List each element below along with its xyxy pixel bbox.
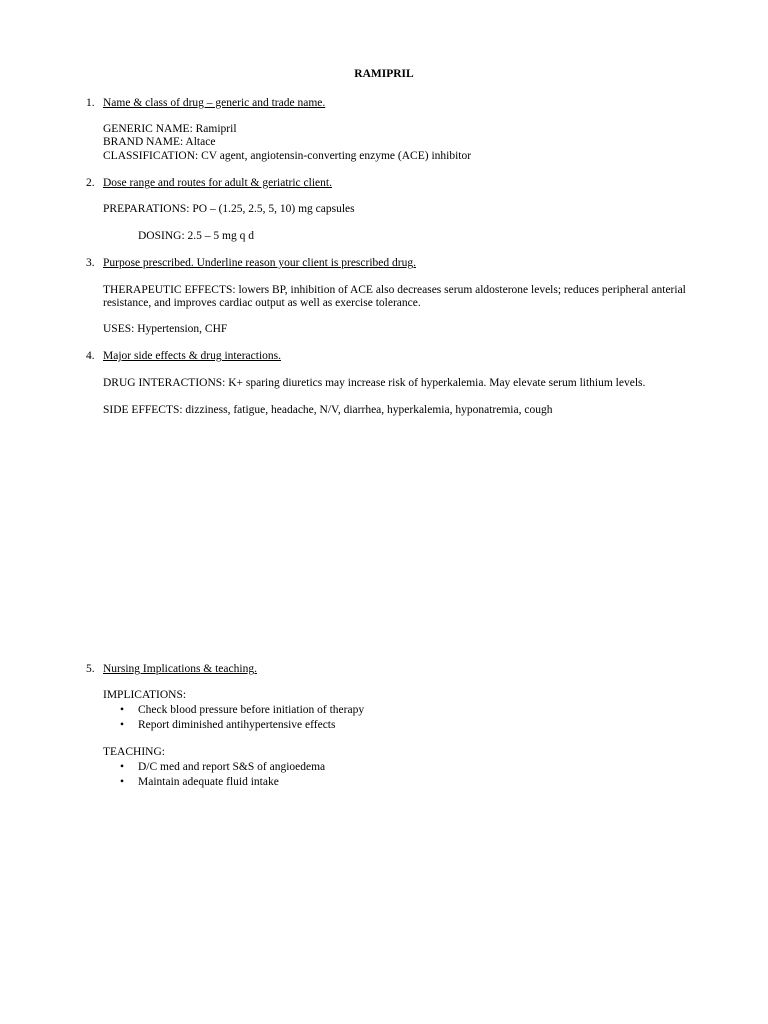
list-item: Check blood pressure before initiation of therapy — [138, 704, 365, 716]
bullet-icon: • — [120, 761, 125, 773]
section-number: 3. — [86, 257, 95, 269]
side-effects-line: SIDE EFFECTS: dizziness, fatigue, headache, N/V, diarrhea, hyperkalemia, hyponatremia, cough — [103, 404, 553, 416]
bullet-icon: • — [120, 776, 125, 788]
section-heading: Name & class of drug – generic and trade name. — [103, 97, 326, 109]
bullet-icon: • — [120, 704, 125, 716]
section-number: 4. — [86, 350, 95, 362]
list-item: D/C med and report S&S of angioedema — [138, 761, 326, 773]
section-heading: Major side effects & drug interactions. — [103, 350, 281, 362]
bullet-icon: • — [120, 719, 125, 731]
section-heading: Dose range and routes for adult & geriatric client. — [103, 177, 332, 189]
document-title: RAMIPRIL — [354, 68, 414, 80]
section-number: 1. — [86, 97, 95, 109]
dosing-line: DOSING: 2.5 – 5 mg q d — [138, 230, 254, 242]
section-number: 2. — [86, 177, 95, 189]
classification-line: CLASSIFICATION: CV agent, angiotensin-converting enzyme (ACE) inhibitor — [103, 150, 472, 162]
section-number: 5. — [86, 663, 95, 675]
drug-interactions-line: DRUG INTERACTIONS: K+ sparing diuretics may increase risk of hyperkalemia. May elevate serum lithium levels. — [103, 377, 646, 389]
list-item: Report diminished antihypertensive effects — [138, 719, 336, 731]
uses-line: USES: Hypertension, CHF — [103, 323, 228, 335]
preparations-line: PREPARATIONS: PO – (1.25, 2.5, 5, 10) mg capsules — [103, 203, 355, 215]
brand-name-line: BRAND NAME: Altace — [103, 136, 216, 148]
section-heading: Purpose prescribed. Underline reason your client is prescribed drug. — [103, 257, 416, 269]
implications-label: IMPLICATIONS: — [103, 689, 187, 701]
therapeutic-effects-paragraph: THERAPEUTIC EFFECTS: lowers BP, inhibition of ACE also decreases serum aldosterone levels; reduces peripheral anterial resistance, and improves cardiac output as well as exercise tolerance. — [103, 284, 686, 309]
list-item: Maintain adequate fluid intake — [138, 776, 279, 788]
teaching-label: TEACHING: — [103, 746, 165, 758]
generic-name-line: GENERIC NAME: Ramipril — [103, 123, 237, 135]
section-heading: Nursing Implications & teaching. — [103, 663, 257, 675]
